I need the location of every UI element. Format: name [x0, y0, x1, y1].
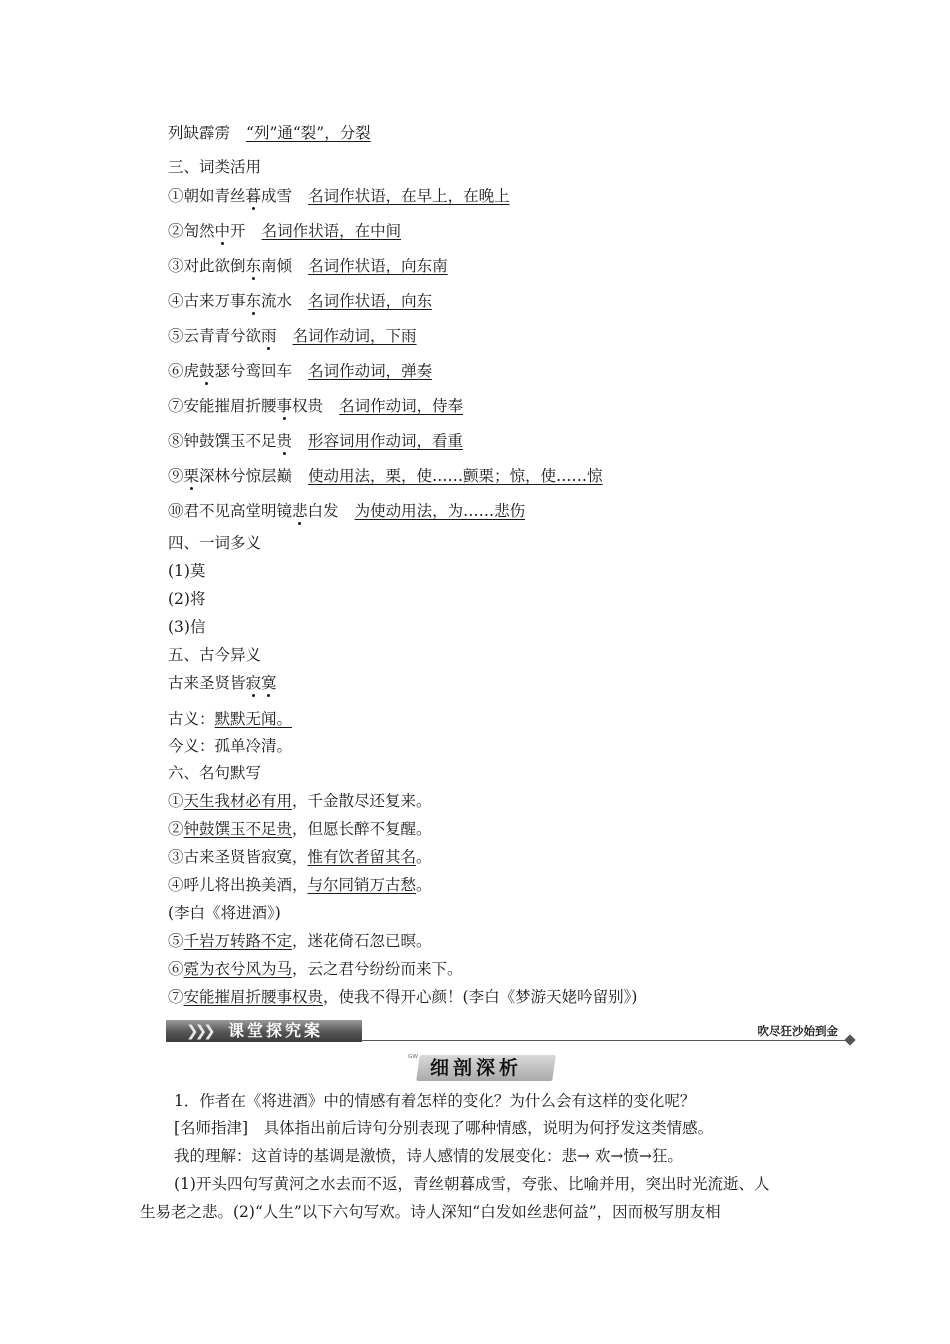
num: ⑤	[168, 327, 184, 345]
answer: 霓为衣兮风为马	[183, 960, 293, 978]
answer: 名词作状语，向东南	[308, 257, 448, 275]
text: 深林兮惊层巅	[199, 467, 293, 485]
list-item	[168, 501, 525, 521]
dotted-word: 东	[245, 257, 262, 275]
divider	[362, 1040, 846, 1041]
list-item	[168, 291, 432, 311]
list-item	[168, 466, 603, 486]
sub-heading-title: 细剖深析	[430, 1057, 523, 1079]
recite-line: ④呼儿将出换美酒，与尔同销万古愁。	[168, 876, 432, 894]
section-banner	[166, 1016, 856, 1046]
num: ②	[168, 222, 184, 240]
question: 1．作者在《将进酒》中的情感有着怎样的变化？为什么会有这样的变化呢？	[174, 1092, 696, 1110]
answer: 钟鼓馔玉不足贵	[183, 820, 293, 838]
s2-item	[168, 123, 371, 143]
paragraph-line: (1)开头四句写黄河之水去而不返，青丝朝暮成雪，夸张、比喻并用，突出时光流逝、人	[174, 1175, 770, 1193]
list-item	[168, 256, 448, 276]
text: 白发	[307, 502, 339, 520]
example-sentence: 古来圣贤皆寂寞	[168, 674, 277, 692]
recite-line: ③古来圣贤皆寂寞，惟有饮者留其名。	[168, 848, 432, 866]
answer: 为使动用法，为……悲伤	[354, 502, 526, 520]
list-item	[168, 431, 463, 451]
logo-mark-icon: ᴳᵂ	[408, 1054, 418, 1064]
double-chevron-icon: ❯❯❯	[186, 1022, 212, 1040]
num: ①	[168, 187, 184, 205]
num: ⑧	[168, 432, 184, 450]
answer: 名词作动词，侍奉	[339, 397, 464, 415]
new-meaning: 今义：孤单冷清。	[168, 737, 293, 755]
text: 南倾	[261, 257, 293, 275]
answer: 名词作状语，向东	[308, 292, 433, 310]
section-heading: 三、词类活用	[168, 158, 262, 176]
text: 权贵	[292, 397, 324, 415]
list-item	[168, 221, 401, 241]
answer: 惟有饮者留其名	[307, 848, 417, 866]
text: 开	[230, 222, 246, 240]
text: 对此欲倒	[183, 257, 246, 275]
list-item	[168, 361, 432, 381]
text: 虎	[183, 362, 200, 380]
num: ③	[168, 257, 184, 275]
answer: 使动用法，栗，使……颤栗；惊，使……惊	[308, 467, 603, 485]
recite-line: ⑤千岩万转路不定，迷花倚石忽已暝。	[168, 932, 432, 950]
answer: 形容词用作动词，看重	[308, 432, 464, 450]
old-meaning: 古义：默默无闻。	[168, 710, 293, 728]
answer: 名词作状语，在早上，在晚上	[308, 187, 510, 205]
num: ⑩	[168, 502, 184, 520]
dotted-word: 中	[214, 222, 231, 240]
text: 流水	[261, 292, 293, 310]
text: 訇然	[183, 222, 215, 240]
answer: 与尔同销万古愁	[307, 876, 417, 894]
num: ⑦	[168, 397, 184, 415]
section-heading: 五、古今异义	[168, 646, 262, 664]
list-item: (2)将	[168, 590, 206, 608]
num: ④	[168, 292, 184, 310]
list-item: (3)信	[168, 618, 206, 636]
answer: “列”通“裂”，分裂	[246, 124, 371, 142]
banner-title: 课堂探究案	[228, 1021, 324, 1040]
sub-heading	[404, 1052, 564, 1084]
answer: 名词作动词，下雨	[292, 327, 417, 345]
text: 成雪	[261, 187, 293, 205]
teacher-tip: [名师指津] 具体指出前后诗句分别表现了哪种情感，说明为何抒发这类情感。	[174, 1119, 714, 1137]
banner-slogan: 吹尽狂沙始到金	[757, 1024, 838, 1038]
num: ⑨	[168, 467, 184, 485]
dotted-word: 寂寞	[245, 674, 277, 692]
text: 安能摧眉折腰	[183, 397, 277, 415]
recite-line: ⑥霓为衣兮风为马，云之君兮纷纷而来下。	[168, 960, 463, 978]
answer: 千岩万转路不定	[183, 932, 293, 950]
dotted-word: 贵	[276, 432, 293, 450]
answer: 天生我材必有用	[183, 792, 293, 810]
dotted-word: 雨	[261, 327, 277, 345]
understanding: 我的理解：这首诗的基调是激愤，诗人感情的发展变化：悲→ 欢→愤→狂。	[174, 1147, 683, 1165]
recite-line: ②钟鼓馔玉不足贵，但愿长醉不复醒。	[168, 820, 432, 838]
word: 列缺霹雳	[168, 124, 231, 142]
dotted-word: 东	[245, 292, 262, 310]
dotted-word: 暮	[245, 187, 262, 205]
text: 朝如青丝	[183, 187, 246, 205]
num: ⑥	[168, 362, 184, 380]
answer: 名词作状语，在中间	[261, 222, 402, 240]
text: 云青青兮欲	[183, 327, 262, 345]
answer: 安能摧眉折腰事权贵	[183, 988, 324, 1006]
paragraph-line: 生易老之悲。(2)“人生”以下六句写欢。诗人深知“白发如丝悲何益”，因而极写朋友相	[140, 1203, 721, 1221]
text: 君不见高堂明镜	[183, 502, 293, 520]
list-item	[168, 396, 463, 416]
dotted-word: 鼓	[199, 362, 215, 380]
answer: 默默无闻。	[214, 710, 293, 728]
section-heading: 四、一词多义	[168, 534, 262, 552]
list-item	[168, 186, 510, 206]
recite-line: ①天生我材必有用，千金散尽还复来。	[168, 792, 432, 810]
list-item	[168, 326, 417, 346]
text: 古来万事	[183, 292, 246, 310]
text: 钟鼓馔玉不足	[183, 432, 277, 450]
dotted-word: 栗	[183, 467, 200, 485]
section-heading: 六、名句默写	[168, 764, 262, 782]
answer: 名词作动词，弹奏	[308, 362, 433, 380]
list-item: (1)莫	[168, 562, 206, 580]
source-citation: (李白《将进酒》)	[168, 904, 281, 922]
dotted-word: 悲	[292, 502, 308, 520]
diamond-icon	[844, 1034, 855, 1045]
text: 瑟兮鸾回车	[214, 362, 293, 380]
dotted-word: 事	[276, 397, 293, 415]
recite-line: ⑦安能摧眉折腰事权贵，使我不得开心颜！(李白《梦游天姥吟留别》)	[168, 988, 638, 1006]
